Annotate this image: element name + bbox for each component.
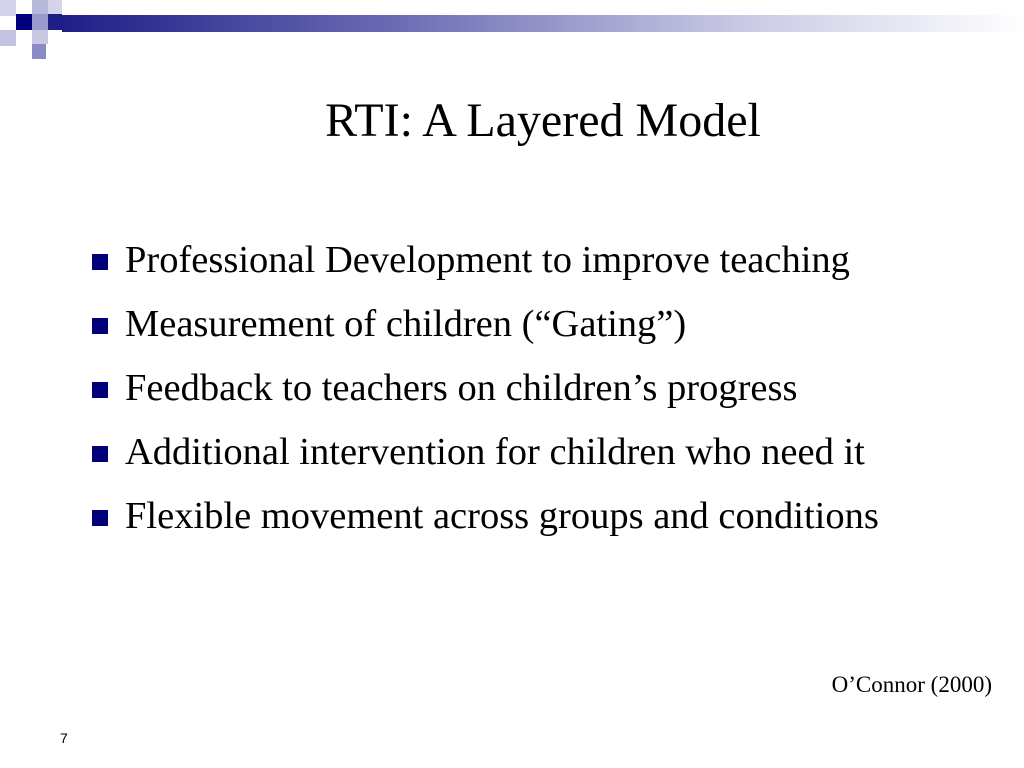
bullet-item bbox=[88, 425, 998, 479]
square-bullet-icon bbox=[92, 254, 108, 270]
square-bullet-icon bbox=[92, 382, 108, 398]
bullet-item bbox=[88, 297, 998, 351]
bullet-list bbox=[88, 233, 998, 553]
citation: O’Connor (2000) bbox=[831, 672, 992, 697]
slide-title: RTI: A Layered Model bbox=[325, 94, 761, 147]
square-bullet-icon bbox=[92, 446, 108, 462]
bullet-text: Measurement of children (“Gating”) bbox=[125, 303, 687, 345]
header-gradient-bar bbox=[62, 15, 1024, 32]
bullet-item bbox=[88, 233, 998, 287]
bullet-text: Additional intervention for children who need it bbox=[125, 431, 865, 473]
corner-squares-icon bbox=[0, 0, 80, 62]
square-bullet-icon bbox=[92, 510, 108, 526]
bullet-item bbox=[88, 361, 998, 415]
bullet-item bbox=[88, 489, 998, 543]
square-bullet-icon bbox=[92, 318, 108, 334]
bullet-text: Feedback to teachers on children’s progress bbox=[125, 367, 798, 409]
bullet-text: Professional Development to improve teaching bbox=[125, 239, 850, 281]
bullet-text: Flexible movement across groups and conditions bbox=[125, 495, 879, 537]
page-number: 7 bbox=[60, 730, 68, 746]
header-decoration bbox=[0, 0, 1024, 62]
